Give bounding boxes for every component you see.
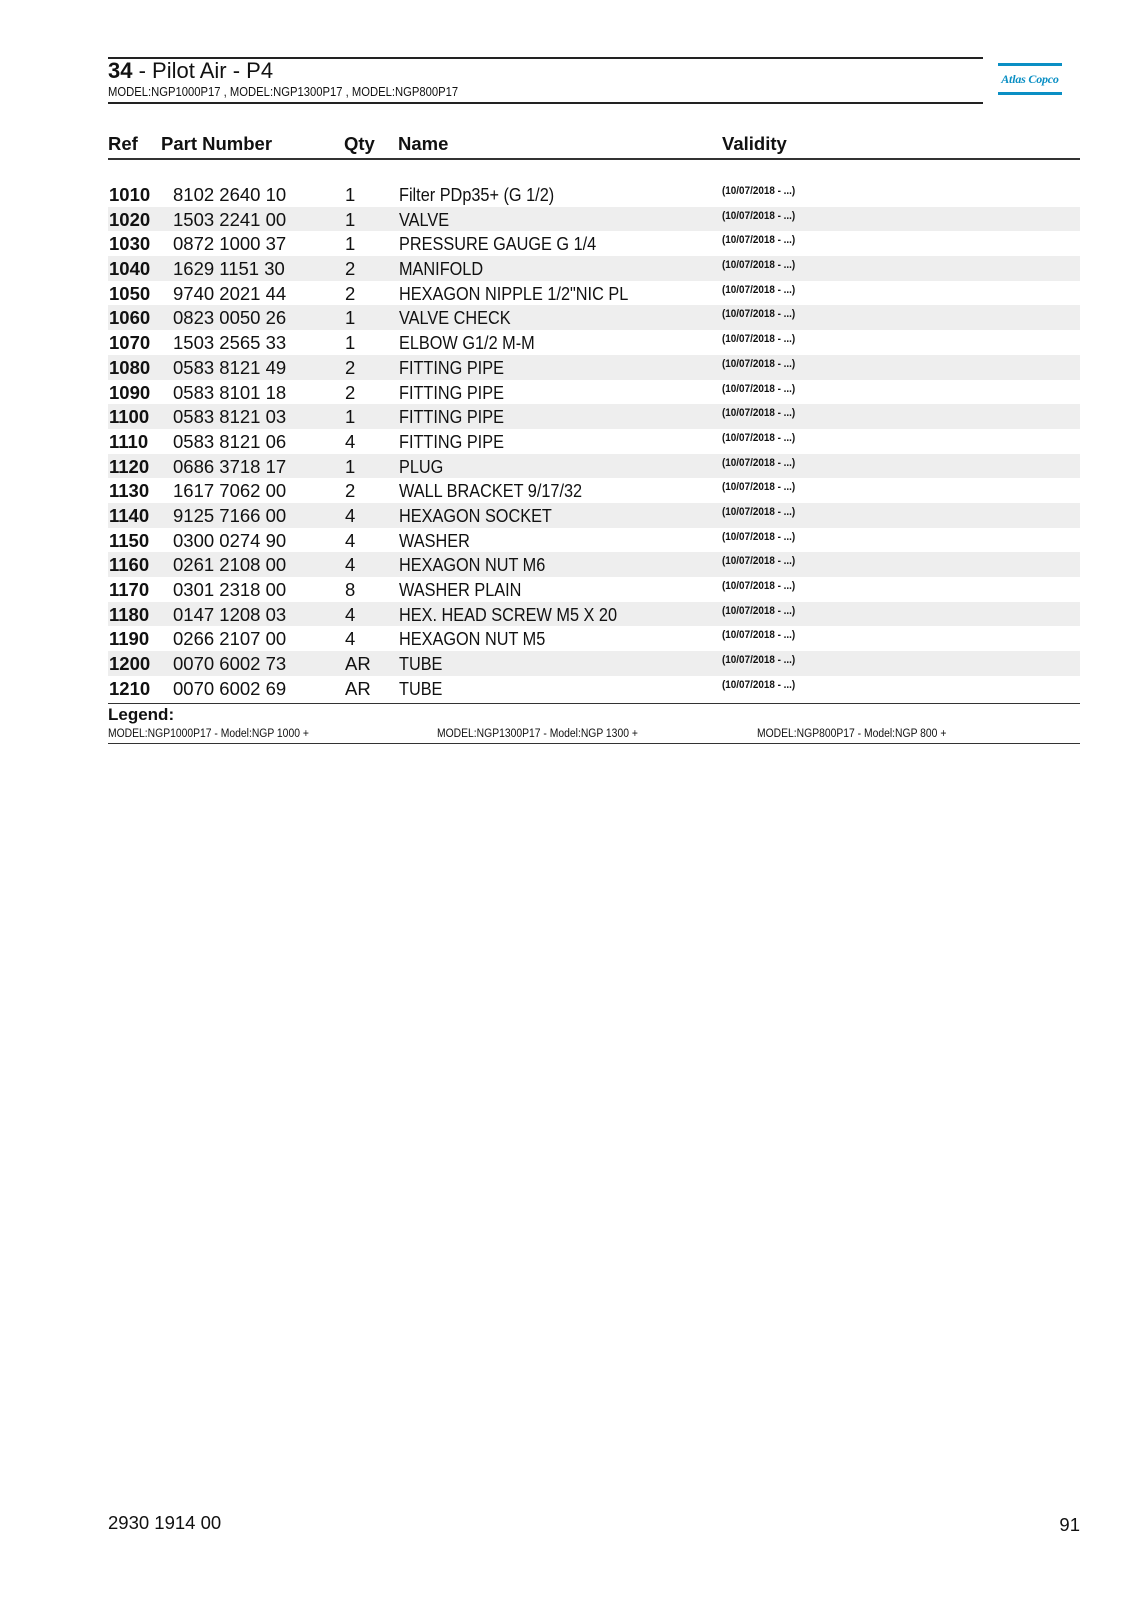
part-number-cell: 1503 2241 00 xyxy=(173,208,287,230)
part-number-cell: 8102 2640 10 xyxy=(173,184,287,205)
qty-cell: 1 xyxy=(345,233,356,255)
table-row xyxy=(108,182,1080,207)
name-cell: FITTING PIPE xyxy=(399,381,504,403)
name-cell: ELBOW G1/2 M-M xyxy=(399,332,535,354)
qty-cell: 1 xyxy=(345,184,356,205)
name-cell: WASHER PLAIN xyxy=(399,579,522,600)
validity-cell: (10/07/2018 - ...) xyxy=(722,678,796,691)
name-cell: HEXAGON NUT M6 xyxy=(399,554,546,576)
ref-cell: 1170 xyxy=(109,579,150,600)
name-cell: FITTING PIPE xyxy=(399,430,504,452)
legend-top-rule xyxy=(108,703,1080,704)
validity-cell: (10/07/2018 - ...) xyxy=(722,530,796,543)
column-header-validity: Validity xyxy=(722,133,787,154)
ref-cell: 1160 xyxy=(109,554,150,576)
qty-cell: AR xyxy=(345,677,371,699)
qty-cell: 4 xyxy=(345,430,356,452)
qty-cell: 1 xyxy=(345,208,356,230)
table-row xyxy=(108,380,1080,405)
qty-cell: 2 xyxy=(345,480,356,502)
column-header-qty: Qty xyxy=(344,133,375,154)
part-number-cell: 0583 8101 18 xyxy=(173,381,287,403)
table-row xyxy=(108,256,1080,281)
ref-cell: 1130 xyxy=(109,480,150,502)
qty-cell: 1 xyxy=(345,455,356,477)
ref-cell: 1010 xyxy=(109,184,151,205)
validity-cell: (10/07/2018 - ...) xyxy=(722,481,796,494)
table-row xyxy=(108,281,1080,306)
part-number-cell: 0872 1000 37 xyxy=(173,233,287,255)
part-number-cell: 0583 8121 06 xyxy=(173,430,287,452)
legend-title: Legend: xyxy=(108,705,175,724)
name-cell: HEXAGON NIPPLE 1/2"NIC PL xyxy=(399,282,629,304)
ref-cell: 1140 xyxy=(109,504,150,526)
part-number-cell: 0261 2108 00 xyxy=(173,554,287,576)
part-number-cell: 1629 1151 30 xyxy=(173,258,285,280)
table-row xyxy=(108,429,1080,454)
validity-cell: (10/07/2018 - ...) xyxy=(722,555,796,568)
document-number: 2930 1914 00 xyxy=(108,1512,222,1533)
validity-cell: (10/07/2018 - ...) xyxy=(722,407,796,420)
name-cell: VALVE CHECK xyxy=(399,307,511,329)
validity-cell: (10/07/2018 - ...) xyxy=(722,283,796,296)
ref-cell: 1060 xyxy=(109,307,151,329)
table-row xyxy=(108,626,1080,651)
qty-cell: 4 xyxy=(345,529,356,551)
header-bottom-rule xyxy=(108,102,983,104)
validity-cell: (10/07/2018 - ...) xyxy=(722,654,796,667)
section-title: - Pilot Air - P4 xyxy=(132,58,274,83)
ref-cell: 1110 xyxy=(109,430,149,452)
table-row xyxy=(108,577,1080,602)
validity-cell: (10/07/2018 - ...) xyxy=(722,209,796,222)
part-number-cell: 0823 0050 26 xyxy=(173,307,287,329)
table-row xyxy=(108,231,1080,256)
table-row xyxy=(108,404,1080,429)
name-cell: VALVE xyxy=(399,208,450,230)
part-number-cell: 9740 2021 44 xyxy=(173,282,287,304)
table-row xyxy=(108,676,1080,701)
page-title xyxy=(108,58,273,84)
logo-text: Atlas Copco xyxy=(1001,72,1059,86)
qty-cell: 2 xyxy=(345,381,356,403)
table-row xyxy=(108,503,1080,528)
qty-cell: AR xyxy=(345,653,371,675)
logo-bottom-band xyxy=(998,92,1062,95)
qty-cell: 2 xyxy=(345,258,356,280)
name-cell: PRESSURE GAUGE G 1/4 xyxy=(399,233,597,255)
qty-cell: 4 xyxy=(345,628,356,650)
part-number-cell: 1617 7062 00 xyxy=(173,480,287,502)
column-header-ref: Ref xyxy=(108,133,138,154)
ref-cell: 1030 xyxy=(109,233,151,255)
table-row xyxy=(108,478,1080,503)
name-cell: MANIFOLD xyxy=(399,258,484,280)
legend-bottom-rule xyxy=(108,743,1080,744)
name-cell: FITTING PIPE xyxy=(399,356,504,378)
ref-cell: 1090 xyxy=(109,381,151,403)
table-row xyxy=(108,355,1080,380)
table-row xyxy=(108,305,1080,330)
ref-cell: 1210 xyxy=(109,677,151,699)
table-row xyxy=(108,552,1080,577)
name-cell: WASHER xyxy=(399,529,470,551)
part-number-cell: 0070 6002 69 xyxy=(173,677,287,699)
table-header-rule xyxy=(108,158,1080,160)
table-row xyxy=(108,454,1080,479)
qty-cell: 2 xyxy=(345,356,356,378)
part-number-cell: 0300 0274 90 xyxy=(173,529,287,551)
ref-cell: 1050 xyxy=(109,282,151,304)
validity-cell: (10/07/2018 - ...) xyxy=(722,505,796,518)
legend-item: MODEL:NGP800P17 - Model:NGP 800 + xyxy=(757,728,947,740)
validity-cell: (10/07/2018 - ...) xyxy=(722,629,796,642)
parts-table xyxy=(108,182,1080,700)
name-cell: WALL BRACKET 9/17/32 xyxy=(399,480,583,502)
legend-item: MODEL:NGP1000P17 - Model:NGP 1000 + xyxy=(108,728,309,740)
page-number: 91 xyxy=(1059,1514,1080,1535)
part-number-cell: 0583 8121 03 xyxy=(173,406,287,428)
ref-cell: 1190 xyxy=(109,628,150,650)
qty-cell: 4 xyxy=(345,504,356,526)
part-number-cell: 1503 2565 33 xyxy=(173,332,287,354)
ref-cell: 1020 xyxy=(109,208,151,230)
part-number-cell: 9125 7166 00 xyxy=(173,504,287,526)
table-row xyxy=(108,602,1080,627)
qty-cell: 8 xyxy=(345,579,356,600)
qty-cell: 1 xyxy=(345,307,356,329)
ref-cell: 1040 xyxy=(109,258,151,280)
model-list: MODEL:NGP1000P17 , MODEL:NGP1300P17 , MODEL:NGP800P17 xyxy=(108,85,459,99)
part-number-cell: 0301 2318 00 xyxy=(173,579,287,600)
name-cell: TUBE xyxy=(399,653,443,675)
ref-cell: 1080 xyxy=(109,356,151,378)
column-header-name: Name xyxy=(398,133,449,154)
validity-cell: (10/07/2018 - ...) xyxy=(722,431,796,444)
column-header-part-number: Part Number xyxy=(161,133,273,154)
table-row xyxy=(108,207,1080,232)
logo-top-band xyxy=(998,63,1062,66)
name-cell: TUBE xyxy=(399,677,443,699)
table-row xyxy=(108,330,1080,355)
part-number-cell: 0070 6002 73 xyxy=(173,653,287,675)
name-cell: Filter PDp35+ (G 1/2) xyxy=(399,184,555,205)
qty-cell: 4 xyxy=(345,554,356,576)
name-cell: FITTING PIPE xyxy=(399,406,504,428)
ref-cell: 1120 xyxy=(109,455,150,477)
validity-cell: (10/07/2018 - ...) xyxy=(722,456,796,469)
validity-cell: (10/07/2018 - ...) xyxy=(722,357,796,370)
table-row xyxy=(108,651,1080,676)
validity-cell: (10/07/2018 - ...) xyxy=(722,382,796,395)
part-number-cell: 0266 2107 00 xyxy=(173,628,287,650)
name-cell: HEXAGON NUT M5 xyxy=(399,628,546,650)
part-number-cell: 0147 1208 03 xyxy=(173,603,287,625)
qty-cell: 1 xyxy=(345,332,356,354)
name-cell: HEX. HEAD SCREW M5 X 20 xyxy=(399,603,618,625)
qty-cell: 4 xyxy=(345,603,356,625)
table-row xyxy=(108,528,1080,553)
validity-cell: (10/07/2018 - ...) xyxy=(722,308,796,321)
legend-item: MODEL:NGP1300P17 - Model:NGP 1300 + xyxy=(437,728,638,740)
ref-cell: 1100 xyxy=(109,406,150,428)
ref-cell: 1200 xyxy=(109,653,151,675)
part-number-cell: 0686 3718 17 xyxy=(173,455,287,477)
name-cell: PLUG xyxy=(399,455,444,477)
qty-cell: 1 xyxy=(345,406,356,428)
ref-cell: 1150 xyxy=(109,529,150,551)
section-number: 34 xyxy=(108,58,133,83)
ref-cell: 1070 xyxy=(109,332,151,354)
atlas-copco-logo xyxy=(998,63,1062,95)
ref-cell: 1180 xyxy=(109,603,150,625)
name-cell: HEXAGON SOCKET xyxy=(399,504,552,526)
part-number-cell: 0583 8121 49 xyxy=(173,356,287,378)
validity-cell: (10/07/2018 - ...) xyxy=(722,259,796,272)
validity-cell: (10/07/2018 - ...) xyxy=(722,185,796,197)
validity-cell: (10/07/2018 - ...) xyxy=(722,234,796,247)
validity-cell: (10/07/2018 - ...) xyxy=(722,604,796,617)
validity-cell: (10/07/2018 - ...) xyxy=(722,333,796,346)
validity-cell: (10/07/2018 - ...) xyxy=(722,580,796,592)
qty-cell: 2 xyxy=(345,282,356,304)
